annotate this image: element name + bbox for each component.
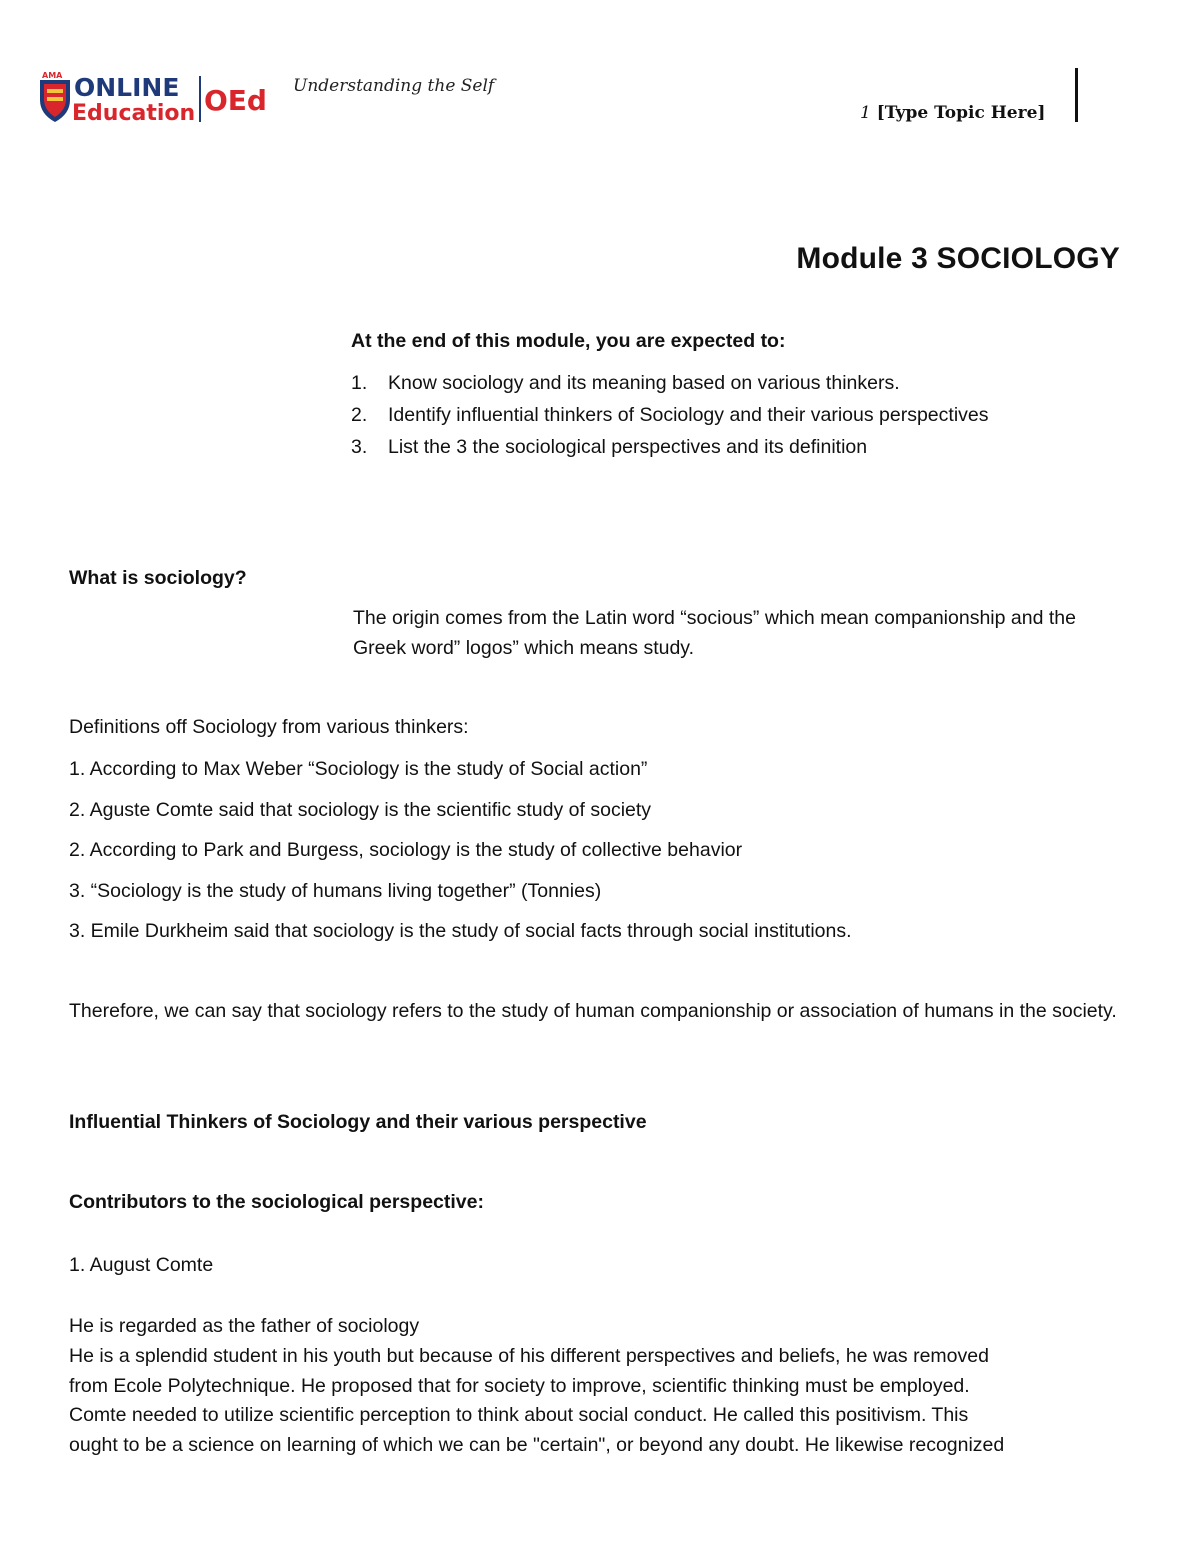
svg-text:OEd: OEd (204, 84, 267, 117)
objective-item: 2. Identify influential thinkers of Sociology and their various perspectives (351, 404, 989, 426)
comte-bio-line: Comte needed to utilize scientific perception to think about social conduct. He called this positivism. This (69, 1404, 969, 1427)
definition-item: 3. “Sociology is the study of humans living together” (Tonnies) (69, 879, 602, 902)
svg-text:AMA: AMA (42, 71, 63, 80)
origin-paragraph: The origin comes from the Latin word “socious” which mean companionship and the Greek word” logos” which means study. (353, 607, 1076, 659)
objectives-list (351, 368, 989, 464)
svg-text:ONLINE: ONLINE (74, 73, 180, 102)
comte-bio-line: He is a splendid student in his youth but because of his different perspectives and beliefs, he was removed (69, 1344, 989, 1367)
svg-text:Education: Education (72, 101, 196, 126)
definition-item: 2. Aguste Comte said that sociology is the scientific study of society (69, 798, 652, 821)
definitions-list (69, 754, 852, 957)
comte-bio-line: ought to be a science on learning of which we can be "certain", or beyond any doubt. He likewise recognized (69, 1434, 1005, 1457)
online-education-logo (38, 70, 270, 126)
comte-heading: 1. August Comte (69, 1254, 214, 1276)
contributors-heading: Contributors to the sociological perspective: (69, 1191, 484, 1213)
header-subject: Understanding the Self (293, 76, 495, 96)
definition-item: 3. Emile Durkheim said that sociology is the study of social facts through social institutions. (69, 920, 852, 942)
thinkers-heading: Influential Thinkers of Sociology and their various perspective (69, 1111, 647, 1133)
definition-item: 2. According to Park and Burgess, sociology is the study of collective behavior (69, 839, 743, 861)
definitions-intro: Definitions off Sociology from various thinkers: (69, 716, 469, 738)
definition-item: 1. According to Max Weber “Sociology is the study of Social action” (69, 758, 648, 780)
comte-bio-line: from Ecole Polytechnique. He proposed that for society to improve, scientific thinking must be employed. (69, 1374, 970, 1397)
comte-bio-line: He is regarded as the father of sociology (69, 1315, 420, 1337)
what-is-sociology-heading: What is sociology? (69, 567, 247, 589)
comte-bio (69, 1312, 1129, 1461)
page-number: 1 (860, 103, 871, 123)
module-title: Module 3 SOCIOLOGY (796, 242, 1120, 275)
topic-placeholder: [Type Topic Here] (876, 103, 1046, 123)
conclusion-paragraph: Therefore, we can say that sociology refers to the study of human companionship or association of humans in the society. (69, 1000, 1117, 1022)
objectives-intro: At the end of this module, you are expected to: (351, 330, 786, 352)
objective-item: 3. List the 3 the sociological perspectives and its definition (351, 436, 868, 458)
objective-item: 1. Know sociology and its meaning based on various thinkers. (351, 372, 900, 394)
header-topic (860, 103, 1045, 123)
header-divider (1075, 68, 1078, 122)
